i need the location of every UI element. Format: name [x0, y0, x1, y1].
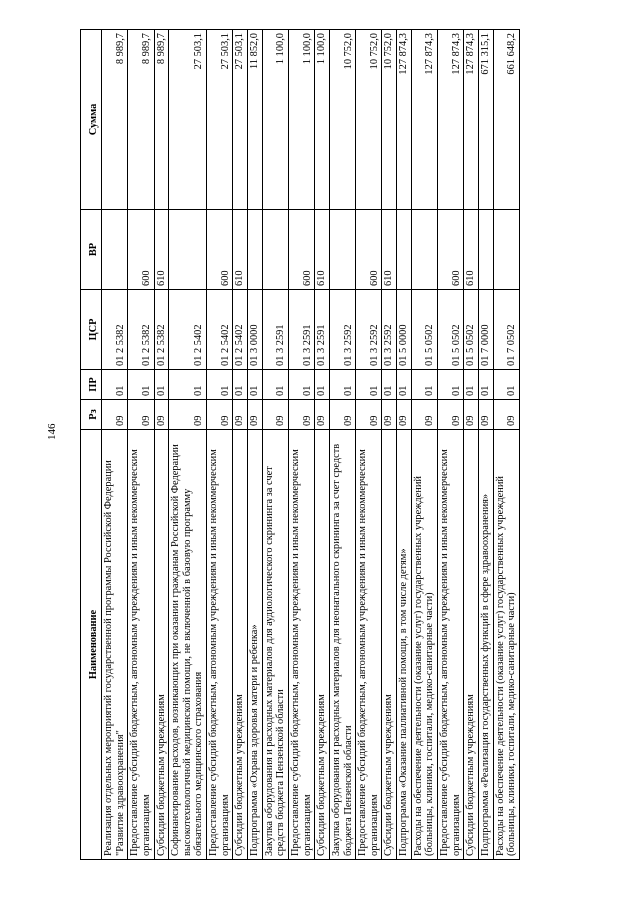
table-header-row	[81, 30, 102, 860]
cell-csr: 01 5 0502	[464, 290, 479, 370]
cell-pr: 01	[233, 370, 248, 400]
cell-csr: 01 5 0502	[438, 290, 464, 370]
cell-name: Расходы на обеспечение деятельности (оказание услуг) государственных учреждений (больницы, клиники, госпитали, медико-санитарные части)	[411, 430, 437, 860]
cell-name: Субсидии бюджетным учреждениям	[154, 430, 169, 860]
cell-sum: 1 100,0	[315, 30, 330, 210]
cell-csr: 01 2 5402	[207, 290, 233, 370]
cell-pr: 01	[207, 370, 233, 400]
cell-vr: 600	[288, 210, 314, 290]
cell-pr: 01	[128, 370, 154, 400]
cell-csr: 01 7 0502	[493, 290, 519, 370]
table-row	[438, 30, 464, 860]
cell-name: Субсидии бюджетным учреждениям	[464, 430, 479, 860]
header-rz: Рз	[81, 400, 102, 430]
table-row	[288, 30, 314, 860]
cell-rz: 09	[356, 400, 382, 430]
cell-name: Предоставление субсидий бюджетным, автономным учреждениям и иным некоммерческим организациям	[207, 430, 233, 860]
cell-csr: 01 2 5382	[154, 290, 169, 370]
cell-pr: 01	[169, 370, 207, 400]
cell-sum: 8 989,7	[154, 30, 169, 210]
cell-rz: 09	[248, 400, 263, 430]
cell-rz: 09	[169, 400, 207, 430]
cell-vr: 610	[233, 210, 248, 290]
cell-rz: 09	[329, 400, 355, 430]
table-row	[493, 30, 519, 860]
cell-name: Закупка оборудования и расходных материалов для неонатального скрининга за счет средств бюджета Пензенской области	[329, 430, 355, 860]
cell-vr: 610	[382, 210, 397, 290]
cell-pr: 01	[102, 370, 128, 400]
cell-vr	[329, 210, 355, 290]
cell-pr: 01	[397, 370, 412, 400]
cell-name: Закупка оборудования и расходных материалов для аудиологического скрининга за счет средств бюджета Пензенской области	[262, 430, 288, 860]
table-row	[128, 30, 154, 860]
cell-sum: 10 752,0	[356, 30, 382, 210]
cell-name: Подпрограмма «Охрана здоровья матери и ребенка»	[248, 430, 263, 860]
cell-pr: 01	[154, 370, 169, 400]
cell-vr: 610	[315, 210, 330, 290]
cell-rz: 09	[262, 400, 288, 430]
table-row	[154, 30, 169, 860]
cell-name: Реализация отдельных мероприятий государственной программы Российской Федерации "Развитие здравоохранения"	[102, 430, 128, 860]
cell-name: Софинансирование расходов, возникающих при оказании гражданам Российской Федерации высокотехнологичной медицинской помощи, не включенной в базовую программу обязательного медицинского страхования	[169, 430, 207, 860]
cell-vr: 600	[128, 210, 154, 290]
cell-sum: 27 503,1	[169, 30, 207, 210]
cell-sum: 127 874,3	[464, 30, 479, 210]
cell-sum: 10 752,0	[382, 30, 397, 210]
cell-name: Предоставление субсидий бюджетным, автономным учреждениям и иным некоммерческим организациям	[288, 430, 314, 860]
cell-name: Расходы на обеспечение деятельности (оказание услуг) государственных учреждений (больницы, клиники, госпитали, медико-санитарные части)	[493, 430, 519, 860]
table-row	[248, 30, 263, 860]
cell-sum: 1 100,0	[262, 30, 288, 210]
cell-pr: 01	[464, 370, 479, 400]
cell-vr: 600	[207, 210, 233, 290]
cell-name: Субсидии бюджетным учреждениям	[382, 430, 397, 860]
cell-vr	[493, 210, 519, 290]
cell-csr: 01 3 2591	[288, 290, 314, 370]
cell-vr	[397, 210, 412, 290]
table-row	[397, 30, 412, 860]
cell-pr: 01	[329, 370, 355, 400]
cell-csr: 01 3 2591	[315, 290, 330, 370]
cell-sum: 1 100,0	[288, 30, 314, 210]
table-row	[233, 30, 248, 860]
cell-sum: 11 852,0	[248, 30, 263, 210]
cell-sum: 127 874,3	[397, 30, 412, 210]
cell-vr	[248, 210, 263, 290]
cell-csr: 01 3 2591	[262, 290, 288, 370]
page-number: 146	[46, 423, 58, 440]
cell-name: Предоставление субсидий бюджетным, автономным учреждениям и иным некоммерческим организациям	[438, 430, 464, 860]
cell-vr: 610	[464, 210, 479, 290]
cell-vr	[102, 210, 128, 290]
header-sum: Сумма	[81, 30, 102, 210]
cell-sum: 10 752,0	[329, 30, 355, 210]
cell-vr	[478, 210, 493, 290]
cell-csr: 01 5 0502	[411, 290, 437, 370]
cell-csr: 01 3 0000	[248, 290, 263, 370]
table-row	[262, 30, 288, 860]
table-row	[464, 30, 479, 860]
cell-csr: 01 5 0000	[397, 290, 412, 370]
cell-pr: 01	[262, 370, 288, 400]
cell-sum: 127 874,3	[411, 30, 437, 210]
cell-vr	[262, 210, 288, 290]
cell-vr	[169, 210, 207, 290]
cell-rz: 09	[315, 400, 330, 430]
cell-pr: 01	[411, 370, 437, 400]
cell-csr: 01 7 0000	[478, 290, 493, 370]
table-row	[102, 30, 128, 860]
cell-csr: 01 3 2592	[356, 290, 382, 370]
cell-csr: 01 2 5402	[233, 290, 248, 370]
table-row	[478, 30, 493, 860]
cell-rz: 09	[154, 400, 169, 430]
cell-name: Субсидии бюджетным учреждениям	[233, 430, 248, 860]
cell-sum: 127 874,3	[438, 30, 464, 210]
cell-rz: 09	[411, 400, 437, 430]
cell-vr	[411, 210, 437, 290]
cell-sum: 661 648,2	[493, 30, 519, 210]
cell-vr: 610	[154, 210, 169, 290]
table-row	[382, 30, 397, 860]
cell-name: Предоставление субсидий бюджетным, автономным учреждениям и иным некоммерческим организациям	[128, 430, 154, 860]
cell-name: Подпрограмма «Оказание паллиативной помощи, в том числе детям»	[397, 430, 412, 860]
cell-csr: 01 2 5382	[102, 290, 128, 370]
cell-pr: 01	[478, 370, 493, 400]
cell-vr: 600	[356, 210, 382, 290]
cell-sum: 8 989,7	[128, 30, 154, 210]
table-row	[207, 30, 233, 860]
cell-sum: 27 503,1	[233, 30, 248, 210]
cell-rz: 09	[438, 400, 464, 430]
cell-csr: 01 2 5382	[128, 290, 154, 370]
table-row	[315, 30, 330, 860]
cell-rz: 09	[207, 400, 233, 430]
cell-name: Предоставление субсидий бюджетным, автономным учреждениям и иным некоммерческим организациям	[356, 430, 382, 860]
cell-pr: 01	[382, 370, 397, 400]
cell-pr: 01	[288, 370, 314, 400]
cell-rz: 09	[464, 400, 479, 430]
cell-pr: 01	[315, 370, 330, 400]
table-row	[356, 30, 382, 860]
cell-rz: 09	[493, 400, 519, 430]
cell-rz: 09	[288, 400, 314, 430]
header-csr: ЦСР	[81, 290, 102, 370]
cell-rz: 09	[128, 400, 154, 430]
table-row	[329, 30, 355, 860]
cell-pr: 01	[493, 370, 519, 400]
cell-pr: 01	[438, 370, 464, 400]
budget-table	[80, 29, 520, 860]
cell-pr: 01	[356, 370, 382, 400]
cell-vr: 600	[438, 210, 464, 290]
cell-csr: 01 3 2592	[382, 290, 397, 370]
cell-sum: 8 989,7	[102, 30, 128, 210]
header-name: Наименование	[81, 430, 102, 860]
budget-table-container	[80, 30, 608, 860]
cell-name: Подпрограмма «Реализация государственных функций в сфере здравоохранения»	[478, 430, 493, 860]
cell-rz: 09	[233, 400, 248, 430]
header-pr: ПР	[81, 370, 102, 400]
cell-sum: 27 503,1	[207, 30, 233, 210]
table-row	[169, 30, 207, 860]
cell-rz: 09	[397, 400, 412, 430]
cell-rz: 09	[478, 400, 493, 430]
table-row	[411, 30, 437, 860]
cell-pr: 01	[248, 370, 263, 400]
header-vr: ВР	[81, 210, 102, 290]
cell-csr: 01 3 2592	[329, 290, 355, 370]
cell-rz: 09	[382, 400, 397, 430]
cell-csr: 01 2 5402	[169, 290, 207, 370]
cell-name: Субсидии бюджетным учреждениям	[315, 430, 330, 860]
cell-rz: 09	[102, 400, 128, 430]
cell-sum: 671 315,1	[478, 30, 493, 210]
